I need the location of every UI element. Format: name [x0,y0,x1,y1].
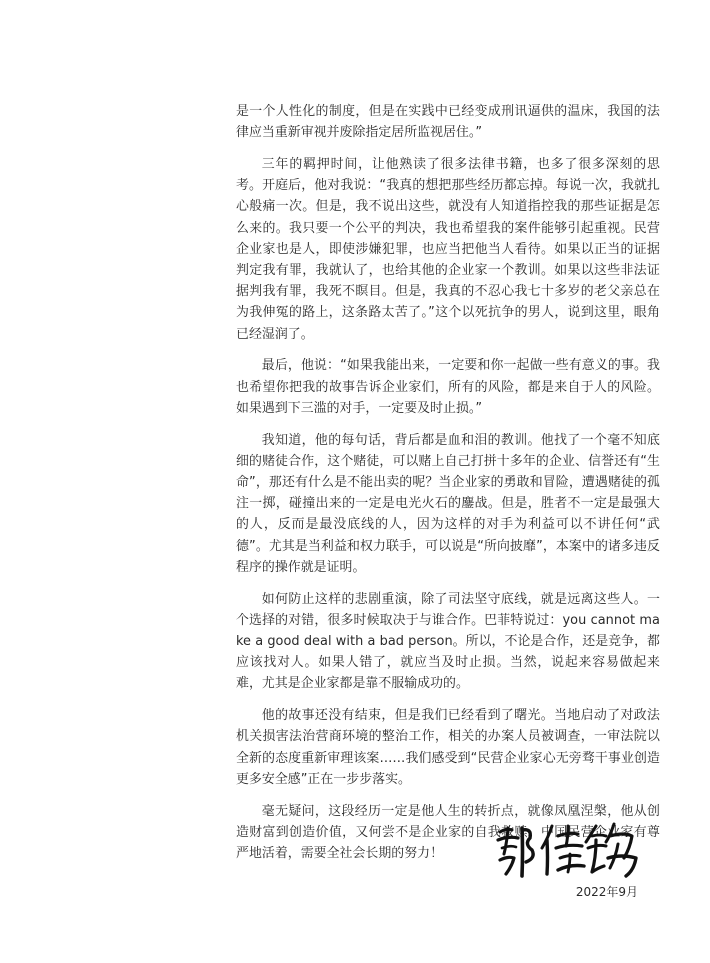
paragraph: 如何防止这样的悲剧重演，除了司法坚守底线，就是远离这些人。一个选择的对错，很多时候取决于与谁合作。巴菲特说过：you cannot make a good deal with a bad person。所以，不论是合作，还是竞争，都应该找对人。如果人错了，就应当及时止损。当然，说起来容易做起来难，尤其是企业家都是靠不服输成功的。 [236,591,660,692]
paragraph: 三年的羁押时间，让他熟读了很多法律书籍，也多了很多深刻的思考。开庭后，他对我说：“我真的想把那些经历都忘掉。每说一次，我就扎心般痛一次。但是，我不说出这些，就没有人知道指控我的那些证据是怎么来的。我只要一个公平的判决，我也希望我的案件能够引起重视。民营企业家也是人，即使涉嫌犯罪，也应当把他当人看待。如果以正当的证据判定我有罪，我就认了，也给其他的企业家一个教训。如果以这些非法证据判我有罪，我死不瞑目。但是，我真的不忍心我七十多岁的老父亲总在为我伸冤的路上，这条路太苦了。”这个以死抗争的男人，说到这里，眼角已经湿润了。 [236,157,660,342]
paragraph: 最后，他说：“如果我能出来，一定要和你一起做一些有意义的事。我也希望你把我的故事告诉企业家们，所有的风险，都是来自于人的风险。如果遇到下三滥的对手，一定要及时止损。” [236,358,660,416]
handwritten-signature [492,818,642,880]
paragraph: 毫无疑问，这段经历一定是他人生的转折点，就像凤凰涅槃，他从创造财富到创造价值，又何尝不是企业家的自我救赎。中国民营企业家有尊严地活着，需要全社会长期的努力！ [236,803,660,862]
paragraph: 是一个人性化的制度，但是在实践中已经变成刑讯逼供的温床，我国的法律应当重新审视并废除指定居所监视居住。” [236,104,660,141]
paragraph: 他的故事还没有结束，但是我们已经看到了曙光。当地启动了对政法机关损害法治营商环境的整治工作，相关的办案人员被调查，一审法院以全新的态度重新审理该案……我们感受到“民营企业家心无旁骛干事业创造更多安全感”正在一步步落实。 [236,708,660,787]
body-text [236,101,660,864]
date: 2022年9月 [575,885,638,899]
paragraph: 我知道，他的每句话，背后都是血和泪的教训。他找了一个毫不知底细的赌徒合作，这个赌徒，可以赌上自己打拼十多年的企业、信誉还有“生命”，那还有什么是不能出卖的呢？当企业家的勇敢和冒险，遭遇赌徒的孤注一掷，碰撞出来的一定是电光火石的鏖战。但是，胜者不一定是最强大的人，反而是最没底线的人，因为这样的对手为利益可以不讲任何“武德”。尤其是当利益和权力联手，可以说是“所向披靡”，本案中的诸多违反程序的操作就是证明。 [236,432,660,575]
